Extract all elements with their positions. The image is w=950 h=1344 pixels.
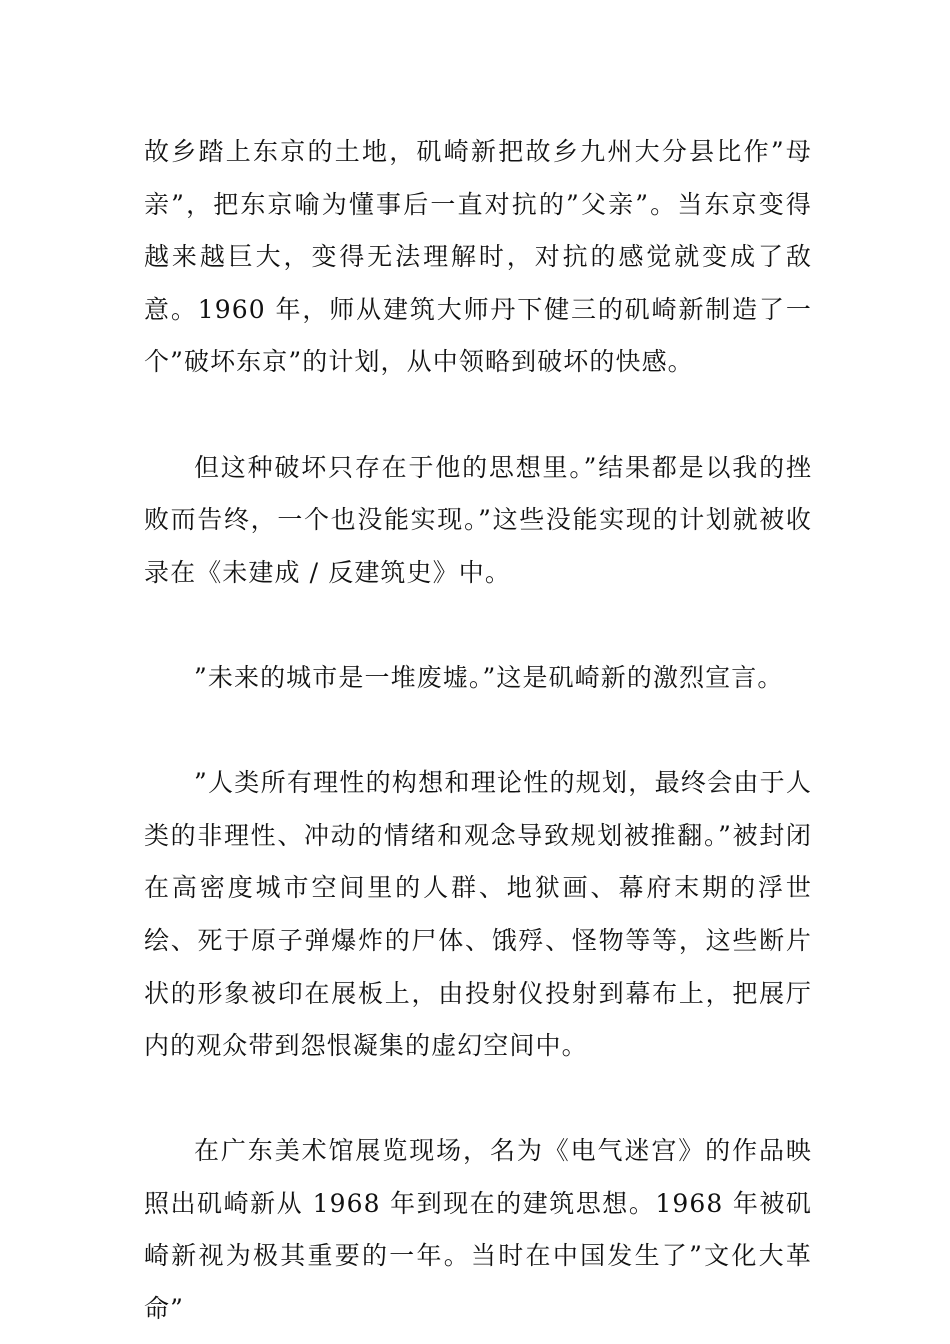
- paragraph: 在广东美术馆展览现场，名为《电气迷宫》的作品映照出矶崎新从 1968 年到现在的建筑思想。1968 年被矶崎新视为极其重要的一年。当时在中国发生了”文化大革命”: [144, 1136, 812, 1324]
- paragraph: ”未来的城市是一堆废墟。”这是矶崎新的激烈宣言。: [194, 662, 784, 692]
- paragraph: 但这种破坏只存在于他的思想里。”结果都是以我的挫败而告终，一个也没能实现。”这些没能实现的计划就被收录在《未建成 / 反建筑史》中。: [144, 452, 812, 587]
- paragraph: ”人类所有理性的构想和理论性的规划，最终会由于人类的非理性、冲动的情绪和观念导致规划被推翻。”被封闭在高密度城市空间里的人群、地狱画、幕府末期的浮世绘、死于原子弹爆炸的尸体、饿殍、怪物等等，这些断片状的形象被印在展板上，由投射仪投射到幕布上，把展厅内的观众带到怨恨凝集的虚幻空间中。: [144, 768, 812, 1061]
- paragraph-continued: 故乡踏上东京的土地，矶崎新把故乡九州大分县比作”母亲”，把东京喻为懂事后一直对抗的”父亲”。当东京变得越来越巨大，变得无法理解时，对抗的感觉就变成了敌意。1960 年，师从建筑大师丹下健三的矶崎新制造了一个”破坏东京”的计划，从中领略到破坏的快感。: [144, 137, 812, 377]
- article-body: [144, 126, 812, 1336]
